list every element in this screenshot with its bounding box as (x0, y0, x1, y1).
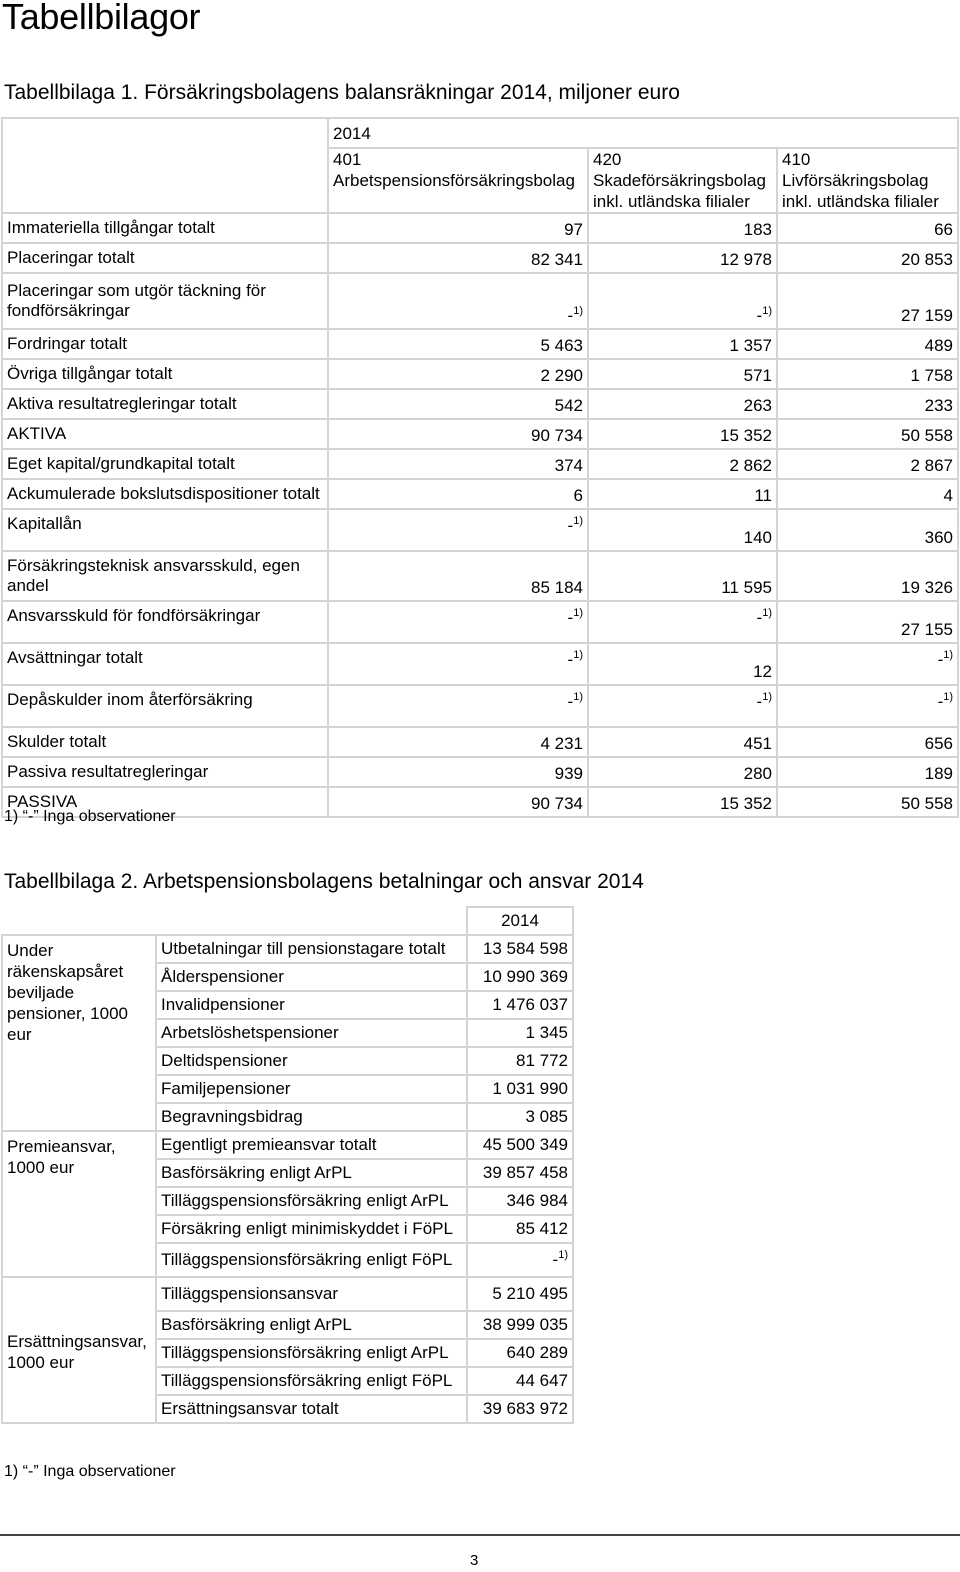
row-label: Egentligt premieansvar totalt (156, 1131, 467, 1159)
value-cell (328, 213, 588, 243)
table-row (2, 551, 958, 601)
cell-value: 189 (924, 764, 954, 783)
cell-value: 27 155 (901, 620, 954, 639)
value-cell (588, 509, 777, 551)
footnote-marker: 1) (573, 305, 583, 317)
table-row (2, 389, 958, 419)
value-cell (777, 757, 958, 787)
value-cell (777, 479, 958, 509)
row-label: Ackumulerade bokslutsdispositioner totalt (2, 479, 328, 509)
value-cell (588, 213, 777, 243)
value-cell (467, 1187, 573, 1215)
cell-value: 90 734 (531, 794, 583, 813)
value-cell (777, 449, 958, 479)
cell-value: 81 772 (516, 1051, 568, 1070)
value-cell (588, 389, 777, 419)
cell-value: 13 584 598 (482, 939, 568, 958)
cell-value: 656 (924, 734, 954, 753)
cell-value: 85 412 (516, 1219, 568, 1238)
row-label: PASSIVA (2, 787, 328, 817)
footnote-marker: 1) (943, 649, 954, 661)
cell-value: 97 (564, 220, 583, 239)
cell-value: - (567, 692, 574, 711)
value-cell (588, 643, 777, 685)
footnote-marker: 1) (762, 607, 772, 619)
cell-value: 1 345 (525, 1023, 568, 1042)
row-label: Arbetslöshetspensioner (156, 1019, 467, 1047)
table-row (2, 757, 958, 787)
table-row (2, 685, 958, 727)
table2-year-row (2, 907, 573, 935)
balance-sheet-table (1, 117, 959, 818)
value-cell (588, 685, 777, 727)
row-label: Deltidspensioner (156, 1047, 467, 1075)
table-row (2, 243, 958, 273)
table1-year-row (2, 118, 958, 148)
table1-footnote: 1) “-” Inga observationer (4, 808, 176, 825)
value-cell (588, 757, 777, 787)
cell-value: 15 352 (720, 426, 772, 445)
value-cell (588, 419, 777, 449)
table-row (2, 213, 958, 243)
value-cell (467, 1075, 573, 1103)
cell-value: - (756, 692, 763, 711)
cell-value: 44 647 (516, 1371, 568, 1390)
value-cell (588, 551, 777, 601)
value-cell (588, 601, 777, 643)
table-row (2, 449, 958, 479)
value-cell (777, 243, 958, 273)
cell-value: 451 (743, 734, 772, 753)
footnote-marker: 1) (558, 1249, 568, 1261)
cell-value: 15 352 (720, 794, 772, 813)
row-label: Passiva resultatregleringar (2, 757, 328, 787)
value-cell (328, 389, 588, 419)
cell-value: 85 184 (531, 578, 583, 597)
value-cell (777, 643, 958, 685)
table2-corner-cell (2, 907, 156, 935)
table2-year-header: 2014 (467, 907, 573, 935)
row-label: Kapitallån (2, 509, 328, 551)
value-cell (328, 601, 588, 643)
value-cell (328, 273, 588, 329)
table2-corner-cell (156, 907, 467, 935)
cell-value: 5 210 495 (492, 1284, 568, 1303)
cell-value: 346 984 (506, 1191, 568, 1210)
value-cell (328, 757, 588, 787)
row-label: Placeringar totalt (2, 243, 328, 273)
row-label: Tilläggspensionsförsäkring enligt FöPL (156, 1367, 467, 1395)
value-cell (328, 643, 588, 685)
cell-value: 39 683 972 (482, 1399, 568, 1418)
cell-value: 4 (943, 486, 954, 505)
value-cell (777, 389, 958, 419)
table-row (2, 359, 958, 389)
value-cell (467, 963, 573, 991)
value-cell (588, 359, 777, 389)
value-cell (328, 359, 588, 389)
cell-value: 50 558 (901, 794, 954, 813)
table-row (2, 273, 958, 329)
row-label: Invalidpensioner (156, 991, 467, 1019)
cell-value: 640 289 (506, 1343, 568, 1362)
table2-body (2, 907, 573, 1423)
cell-value: - (567, 608, 574, 627)
value-cell (467, 1339, 573, 1367)
row-label: Skulder totalt (2, 727, 328, 757)
cell-value: 19 326 (901, 578, 954, 597)
table1-body (2, 213, 958, 817)
group-label: Premieansvar, 1000 eur (2, 1131, 156, 1277)
table2-title: Tabellbilaga 2. Arbetspensionsbolagens betalningar och ansvar 2014 (4, 870, 644, 893)
table-row (2, 479, 958, 509)
group-label: Under räkenskapsåret beviljade pensioner, 1000 eur (2, 935, 156, 1131)
cell-value: 233 (924, 396, 954, 415)
cell-value: 140 (743, 528, 772, 547)
value-cell (328, 727, 588, 757)
table-row (2, 643, 958, 685)
table-row (2, 601, 958, 643)
column-header-420: 420 Skadeförsäkringsbolag inkl. utländska filialer (588, 148, 777, 213)
value-cell (467, 1367, 573, 1395)
value-cell (467, 1395, 573, 1423)
value-cell (777, 359, 958, 389)
column-header-401: 401 Arbetspensionsförsäkringsbolag (328, 148, 588, 213)
value-cell (467, 1047, 573, 1075)
value-cell (777, 727, 958, 757)
cell-value: - (567, 306, 574, 325)
table1-year-header: 2014 (328, 118, 958, 148)
cell-value: - (756, 608, 763, 627)
row-label: Tilläggspensionsansvar (156, 1277, 467, 1311)
row-label: AKTIVA (2, 419, 328, 449)
row-label: Utbetalningar till pensionstagare totalt (156, 935, 467, 963)
cell-value: 27 159 (901, 306, 954, 325)
row-label: Tilläggspensionsförsäkring enligt FöPL (156, 1243, 467, 1277)
cell-value: 1 031 990 (492, 1079, 568, 1098)
value-cell (467, 1215, 573, 1243)
cell-value: 1 357 (729, 336, 772, 355)
cell-value: - (552, 1250, 559, 1269)
value-cell (328, 509, 588, 551)
row-label: Aktiva resultatregleringar totalt (2, 389, 328, 419)
table1-title: Tabellbilaga 1. Försäkringsbolagens balansräkningar 2014, miljoner euro (4, 81, 680, 104)
cell-value: 1 758 (910, 366, 954, 385)
cell-value: 4 231 (540, 734, 583, 753)
footnote-marker: 1) (573, 691, 583, 703)
value-cell (467, 1103, 573, 1131)
cell-value: - (567, 516, 574, 535)
value-cell (777, 329, 958, 359)
row-label: Basförsäkring enligt ArPL (156, 1311, 467, 1339)
value-cell (328, 685, 588, 727)
cell-value: - (937, 692, 944, 711)
cell-value: 183 (743, 220, 772, 239)
cell-value: 50 558 (901, 426, 954, 445)
cell-value: 39 857 458 (482, 1163, 568, 1182)
cell-value: 542 (554, 396, 583, 415)
table-row (2, 727, 958, 757)
cell-value: - (567, 650, 574, 669)
value-cell (328, 551, 588, 601)
row-label: Begravningsbidrag (156, 1103, 467, 1131)
cell-value: 10 990 369 (482, 967, 568, 986)
row-label: Ansvarsskuld för fondförsäkringar (2, 601, 328, 643)
value-cell (467, 935, 573, 963)
table2-footnote: 1) “-” Inga observationer (4, 1463, 176, 1480)
row-label: Tilläggspensionsförsäkring enligt ArPL (156, 1187, 467, 1215)
row-label: Fordringar totalt (2, 329, 328, 359)
cell-value: 571 (743, 366, 772, 385)
value-cell (588, 479, 777, 509)
table-row (2, 1277, 573, 1311)
row-label: Eget kapital/grundkapital totalt (2, 449, 328, 479)
cell-value: 11 (754, 486, 772, 505)
cell-value: 12 (753, 662, 772, 681)
row-label: Depåskulder inom återförsäkring (2, 685, 328, 727)
value-cell (777, 419, 958, 449)
row-label: Basförsäkring enligt ArPL (156, 1159, 467, 1187)
row-label: Ålderspensioner (156, 963, 467, 991)
cell-value: 5 463 (540, 336, 583, 355)
value-cell (328, 479, 588, 509)
value-cell (467, 1277, 573, 1311)
cell-value: 2 862 (729, 456, 772, 475)
cell-value: 2 290 (540, 366, 583, 385)
value-cell (588, 273, 777, 329)
value-cell (467, 1311, 573, 1339)
value-cell (467, 1019, 573, 1047)
value-cell (777, 685, 958, 727)
footnote-marker: 1) (573, 649, 583, 661)
footnote-marker: 1) (762, 305, 772, 317)
page-number: 3 (470, 1552, 479, 1569)
footnote-marker: 1) (573, 607, 583, 619)
cell-value: 90 734 (531, 426, 583, 445)
table1-corner-cell (2, 118, 328, 213)
cell-value: 20 853 (901, 250, 954, 269)
value-cell (328, 787, 588, 817)
value-cell (777, 551, 958, 601)
row-label: Försäkringsteknisk ansvarsskuld, egen andel (2, 551, 328, 601)
value-cell (588, 727, 777, 757)
table-row (2, 329, 958, 359)
cell-value: 489 (924, 336, 954, 355)
cell-value: 66 (934, 220, 954, 239)
value-cell (588, 787, 777, 817)
row-label: Placeringar som utgör täckning för fondförsäkringar (2, 273, 328, 329)
payments-liability-table (1, 906, 574, 1424)
table-row (2, 509, 958, 551)
group-label: Ersättningsansvar, 1000 eur (2, 1277, 156, 1423)
cell-value: 939 (554, 764, 583, 783)
value-cell (588, 329, 777, 359)
cell-value: 3 085 (525, 1107, 568, 1126)
row-label: Övriga tillgångar totalt (2, 359, 328, 389)
value-cell (328, 329, 588, 359)
row-label: Ersättningsansvar totalt (156, 1395, 467, 1423)
footnote-marker: 1) (762, 691, 772, 703)
footer-divider (0, 1534, 960, 1536)
cell-value: 2 867 (910, 456, 954, 475)
row-label: Försäkring enligt minimiskyddet i FöPL (156, 1215, 467, 1243)
cell-value: 11 595 (721, 578, 772, 597)
cell-value: 374 (554, 456, 583, 475)
value-cell (777, 787, 958, 817)
table-row (2, 1131, 573, 1159)
cell-value: 82 341 (531, 250, 583, 269)
row-label: Familjepensioner (156, 1075, 467, 1103)
cell-value: 360 (924, 528, 954, 547)
row-label: Immateriella tillgångar totalt (2, 213, 328, 243)
row-label: Avsättningar totalt (2, 643, 328, 685)
footnote-marker: 1) (943, 691, 954, 703)
value-cell (777, 509, 958, 551)
value-cell (328, 419, 588, 449)
page-title: Tabellbilagor (2, 0, 201, 37)
table-row (2, 419, 958, 449)
value-cell (467, 1131, 573, 1159)
footnote-marker: 1) (573, 515, 583, 527)
value-cell (467, 991, 573, 1019)
cell-value: 1 476 037 (492, 995, 568, 1014)
value-cell (777, 273, 958, 329)
cell-value: 6 (573, 486, 583, 505)
cell-value: 38 999 035 (482, 1315, 568, 1334)
cell-value: - (937, 650, 944, 669)
cell-value: - (756, 306, 763, 325)
table-row (2, 935, 573, 963)
value-cell (328, 449, 588, 479)
value-cell (777, 213, 958, 243)
value-cell (588, 449, 777, 479)
row-label: Tilläggspensionsförsäkring enligt ArPL (156, 1339, 467, 1367)
cell-value: 12 978 (720, 250, 772, 269)
value-cell (588, 243, 777, 273)
value-cell (467, 1159, 573, 1187)
value-cell (328, 243, 588, 273)
cell-value: 263 (743, 396, 772, 415)
cell-value: 45 500 349 (482, 1135, 568, 1154)
value-cell (777, 601, 958, 643)
cell-value: 280 (743, 764, 772, 783)
value-cell (467, 1243, 573, 1277)
column-header-410: 410 Livförsäkringsbolag inkl. utländska filialer (777, 148, 958, 213)
